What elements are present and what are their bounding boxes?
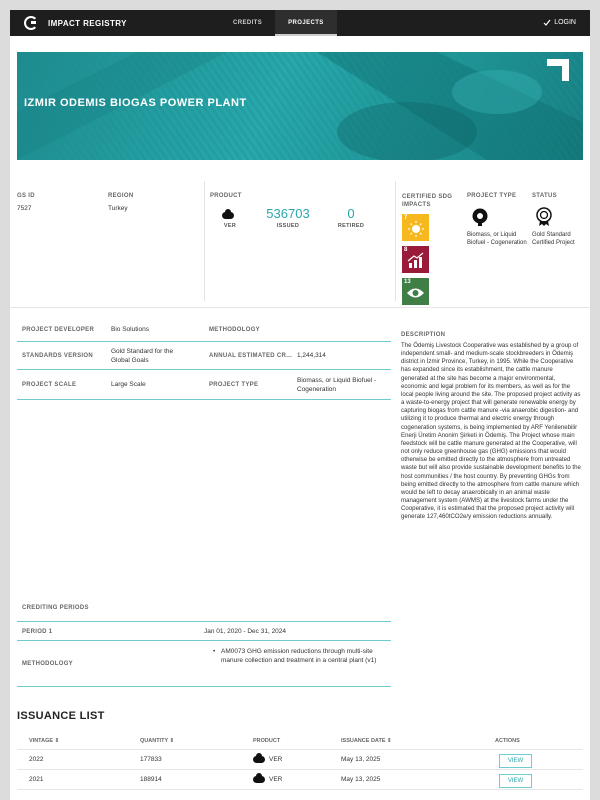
product-value: VER [223,223,237,229]
crediting-periods-label: CREDITING PERIODS [22,605,89,611]
project-scale-value: Large Scale [111,381,146,388]
table-header [17,732,583,750]
crediting-methodology-row [17,641,391,687]
cogeneration-icon [470,207,490,227]
product-cell: VER [253,750,282,770]
product-cloud-icon [253,756,265,763]
period-row [17,621,391,641]
details-row [17,342,391,370]
issuance-date-cell: May 13, 2025 [341,756,381,763]
sun-icon [402,214,429,241]
sdg-13-badge[interactable]: 13 [402,278,429,305]
description-text: The Ödemiş Livestock Cooperative was established by a group of independent small- and medium-scale stockbreeders in Ödemiş district in İzmir Province, Turkey, in 1995. While the Cooperative has expanded since its establishment, the cattle manure generated at the site has become a major environmental, economic and legal problem for its members, as well as for the local people living around the site. The proposed project activity as a waste-to-energy project that will generate renewable energy by capturing biogas from cattle manure -via anaerobic digestion- and utilizing it to produce thermal and electric energy through cogeneration systems, is being implemented by ARF Yenilenebilir Enerji Üretim Anonim Şirketi in Ödemiş. The Project whose main feedstock will be cattle manure generated at the Cooperative, will not only reduce greenhouse gas (GHG) emissions that would otherwise be emitted directly to the atmosphere from untreated waste but will also provide sustainable development benefits to the host communities / the host country. By preventing GHGs from being emitted directly to the atmosphere from cattle manure which would be left to decay anaerobically in an animal waste management system (AWMS) at the livestock farms under the Cooperative, it is estimated that the proposed project activity will generate 127,460tCO2e/y emission reductions annually. [401,342,581,521]
quantity-cell: 188914 [140,776,162,783]
gold-standard-logo-icon[interactable] [24,16,38,30]
developer-value: Bio Solutions [111,326,149,333]
growth-chart-icon [402,246,429,273]
gs-id-label: GS ID [17,193,35,199]
project-scale-label: PROJECT SCALE [22,382,77,388]
period-value: Jan 01, 2020 - Dec 31, 2024 [204,628,287,635]
standards-value: Gold Standard for the Global Goals [111,348,174,364]
login-label: LOGIN [554,19,576,26]
crediting-methodology-label: METHODOLOGY [22,661,73,667]
divider [204,181,205,301]
eye-globe-icon [402,278,429,305]
corner-bracket-icon [547,59,569,81]
crediting-periods [17,605,391,687]
top-navbar [10,10,590,36]
nav-credits[interactable]: CREDITS [233,20,263,26]
gs-id-value: 7527 [17,205,32,212]
issued-label: ISSUED [276,223,300,229]
product-cloud-icon [253,776,265,783]
status-label: STATUS [532,193,557,199]
details-row [17,318,391,342]
bullet-icon: • [213,648,216,655]
divider [395,181,396,301]
table-row [17,770,583,790]
product-label: PRODUCT [210,193,242,199]
methodology-label: METHODOLOGY [209,327,260,333]
description-section [401,332,581,521]
login-check-icon [543,19,551,27]
brand-name[interactable]: IMPACT REGISTRY [48,18,127,28]
page-frame [10,10,590,800]
annual-estimated-label: ANNUAL ESTIMATED CR... [209,353,293,359]
issuance-date-header[interactable]: ISSUANCE DATE ⇕ [341,738,392,744]
product-cloud-icon [222,207,236,216]
login-button[interactable] [543,10,576,36]
actions-header: ACTIONS [495,738,520,744]
vintage-header[interactable]: VINTAGE ⇕ [29,738,60,744]
issuance-date-cell: May 13, 2025 [341,776,381,783]
issuance-table [17,732,583,790]
project-type-detail-label: PROJECT TYPE [209,382,259,388]
quantity-header[interactable]: QUANTITY ⇕ [140,738,175,744]
crediting-methodology-value: AM0073 GHG emission reductions through multi-site manure collection and treatment in a central plant (v1) [221,648,377,664]
hero-banner [17,52,583,160]
retired-count: 0 [347,206,355,221]
project-summary [10,173,590,308]
period-label: PERIOD 1 [22,629,53,635]
sdg-7-badge[interactable]: 7 [402,214,429,241]
table-row [17,750,583,770]
details-row [17,370,391,400]
product-header: PRODUCT [253,738,281,744]
vintage-cell: 2022 [29,756,44,763]
developer-label: PROJECT DEVELOPER [22,327,95,333]
vintage-cell: 2021 [29,776,44,783]
project-details [17,318,391,400]
project-title: IZMIR ODEMIS BIOGAS POWER PLANT [24,97,247,109]
description-label: DESCRIPTION [401,332,446,338]
region-label: REGION [108,193,134,199]
retired-label: RETIRED [337,223,365,229]
issued-count: 536703 [266,206,310,221]
nav-projects[interactable]: PROJECTS [275,10,337,36]
issuance-list-title: ISSUANCE LIST [17,710,105,722]
view-button[interactable]: VIEW [499,774,532,788]
project-type-label: PROJECT TYPE [467,193,517,199]
view-button[interactable]: VIEW [499,754,532,768]
sdg-8-badge[interactable]: 8 [402,246,429,273]
sdg-label: CERTIFIED SDG IMPACTS [402,194,453,209]
quantity-cell: 177833 [140,756,162,763]
annual-estimated-value: 1,244,314 [297,352,326,359]
nav-links [220,10,337,36]
project-type-value: Biomass, or Liquid Biofuel - Cogeneration [467,232,527,247]
region-value: Turkey [108,205,128,212]
project-type-detail-value: Biomass, or Liquid Biofuel - Cogeneration [297,377,377,393]
status-value: Gold Standard Certified Project [532,232,575,247]
product-cell: VER [253,770,282,790]
certified-seal-icon [536,207,552,227]
standards-label: STANDARDS VERSION [22,353,93,359]
